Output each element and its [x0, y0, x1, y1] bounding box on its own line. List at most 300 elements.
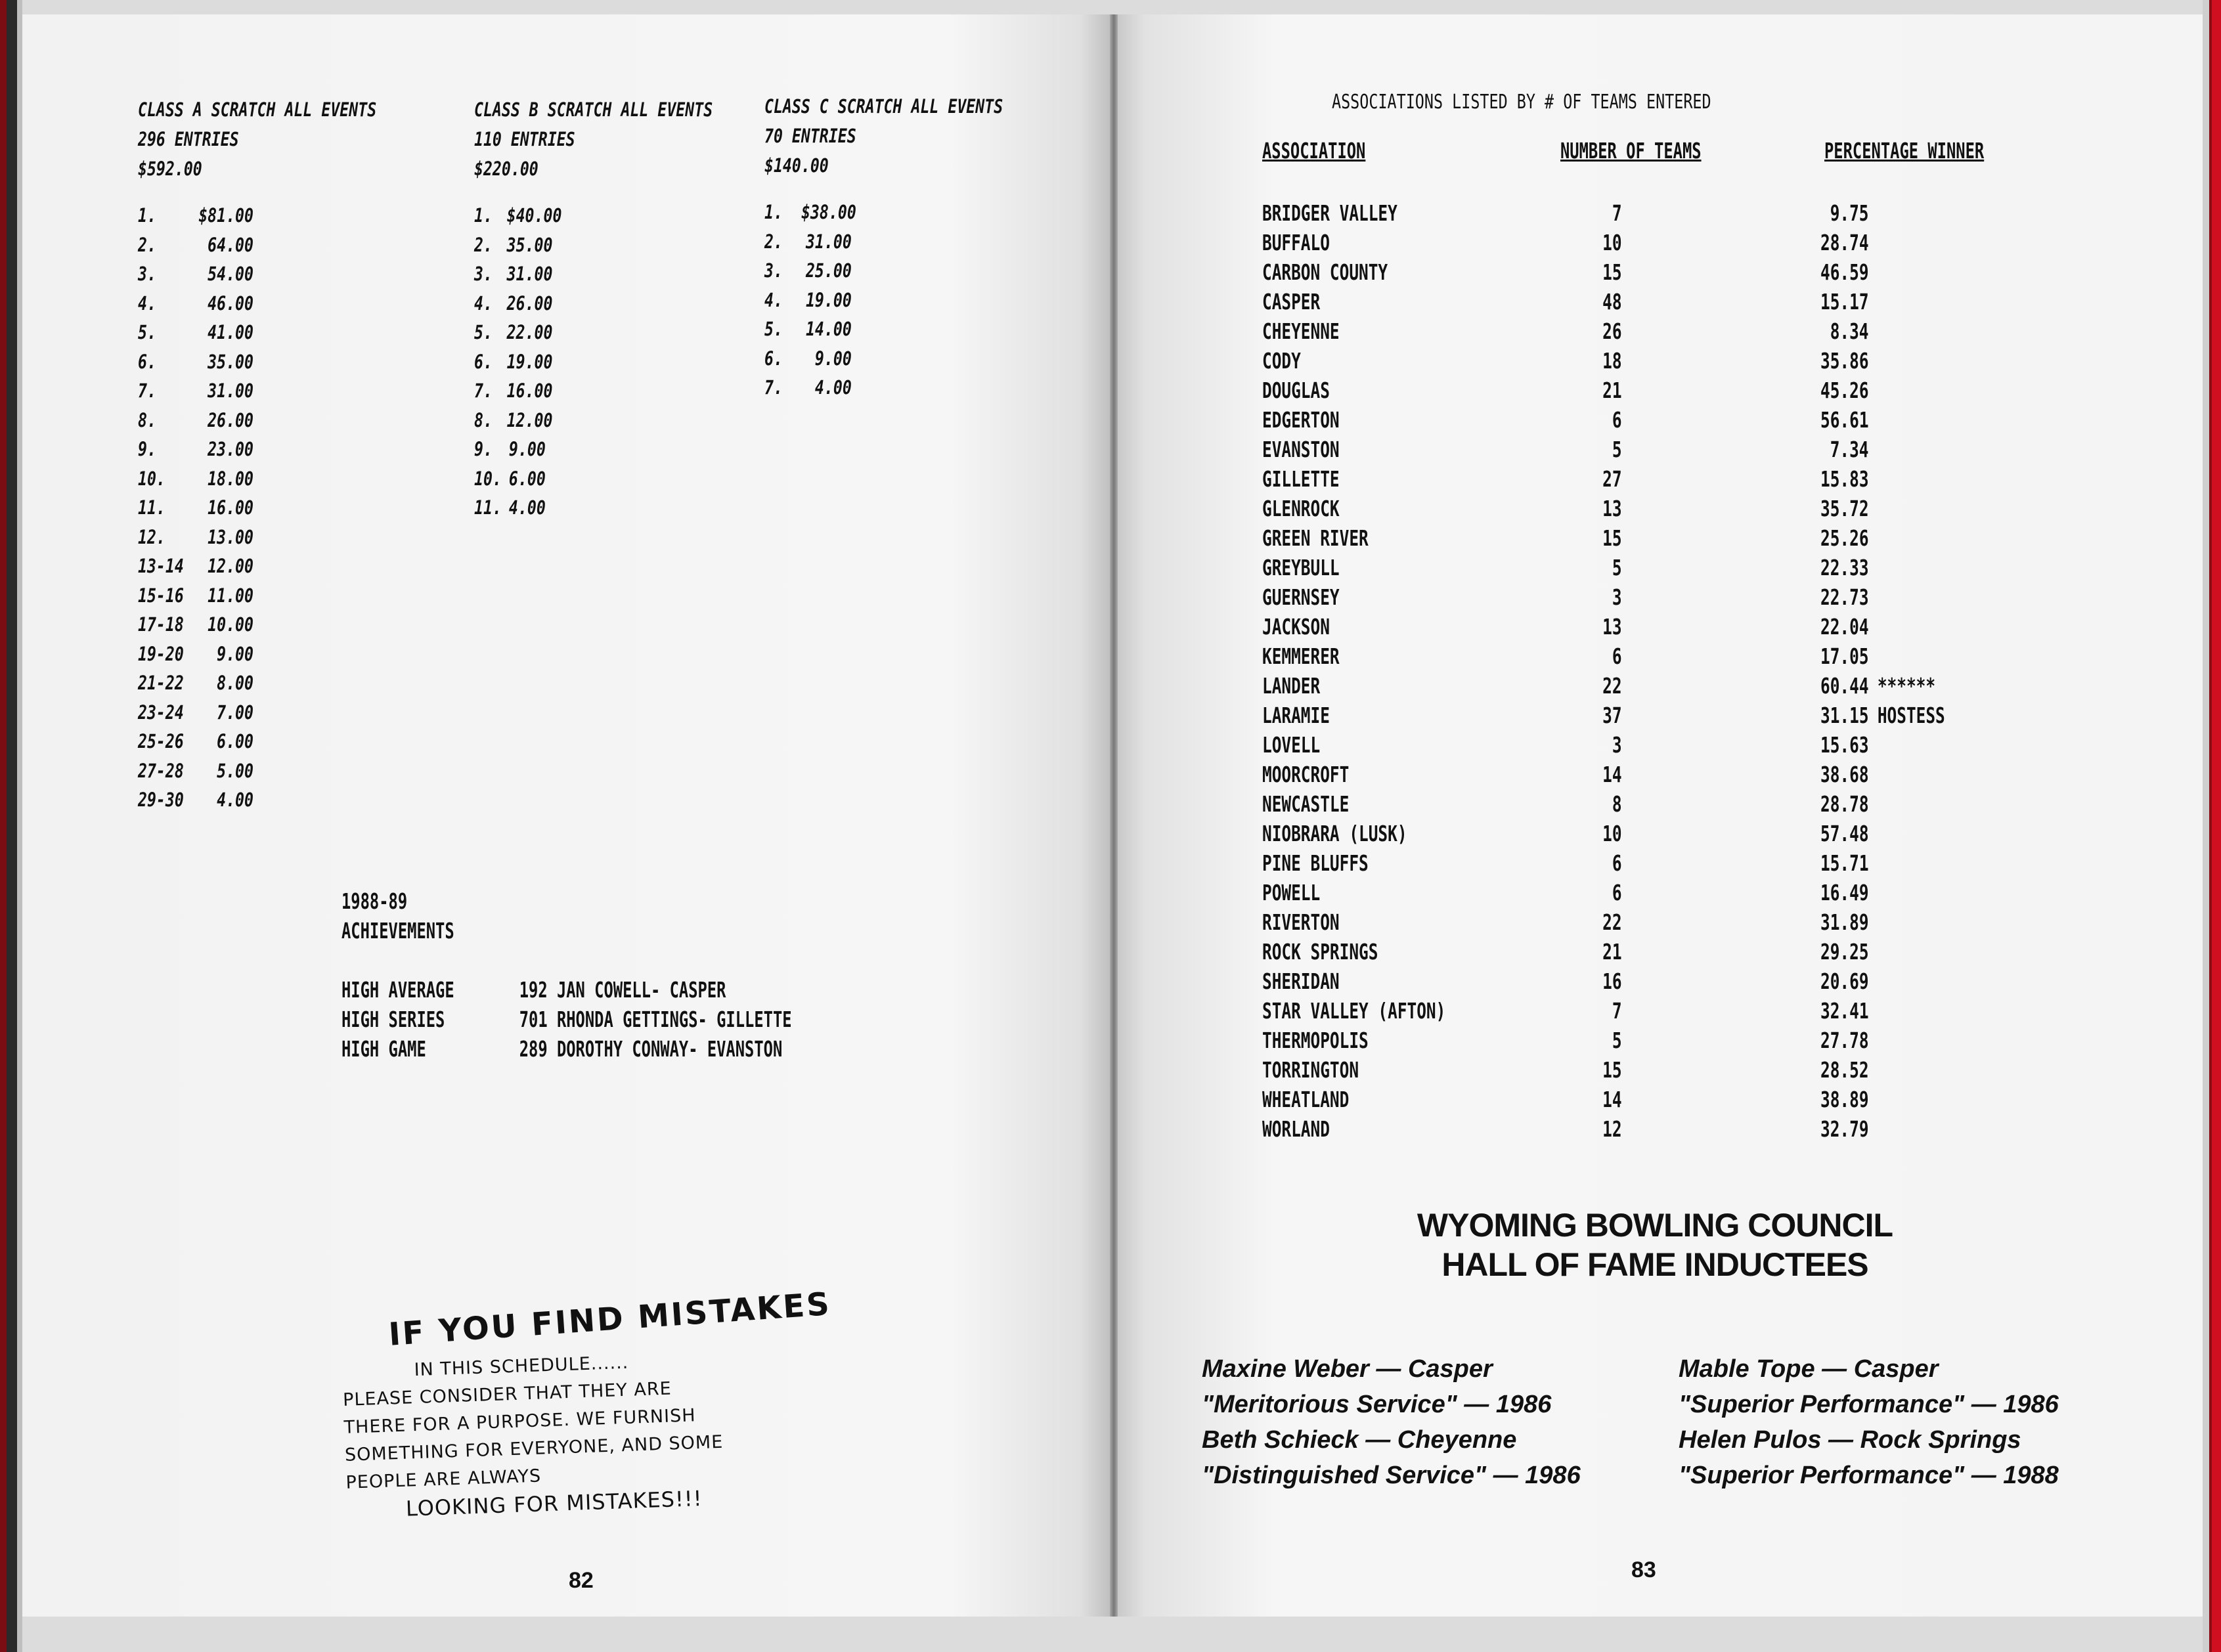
prize-amount: 18.00 — [208, 467, 253, 490]
prize-amount: 8.00 — [217, 672, 253, 694]
association-teams: 6 — [1612, 850, 1622, 876]
prize-place: 5. — [474, 321, 493, 343]
prize-amount: 35.00 — [208, 350, 253, 373]
association-name: DOUGLAS — [1262, 378, 1330, 403]
prize-place: 1. — [138, 204, 156, 227]
achievement-value: 701 RHONDA GETTINGS- GILLETTE — [519, 1007, 792, 1032]
association-row — [1262, 671, 1945, 701]
association-teams: 15 — [1602, 525, 1622, 551]
prize-row — [764, 344, 1003, 374]
achievement-label: HIGH GAME — [341, 1036, 426, 1062]
prize-row — [474, 230, 713, 260]
association-percentage: 27.78 — [1820, 1028, 1869, 1053]
association-row — [1262, 494, 1945, 523]
page-number-left: 82 — [569, 1568, 594, 1593]
prize-row — [138, 698, 376, 728]
class-c-entries: 70 ENTRIES — [764, 125, 856, 147]
prize-amount: 13.00 — [208, 525, 253, 548]
hall-of-fame-left — [1202, 1351, 1581, 1493]
association-row — [1262, 198, 1945, 228]
association-percentage: 20.69 — [1820, 968, 1869, 994]
association-name: BUFFALO — [1262, 230, 1330, 255]
association-teams: 37 — [1602, 703, 1622, 728]
association-percentage: 45.26 — [1820, 378, 1869, 403]
inductee-line: "Meritorious Service" — 1986 — [1202, 1391, 1552, 1418]
prize-place: 25-26 — [138, 730, 184, 752]
association-percentage: 22.73 — [1820, 584, 1869, 610]
prize-row — [764, 373, 1003, 402]
prize-row — [474, 289, 713, 318]
association-teams: 15 — [1602, 1057, 1622, 1083]
hall-of-fame-right — [1679, 1351, 2059, 1493]
association-percentage: 17.05 — [1820, 643, 1869, 669]
prize-row — [764, 256, 1003, 286]
association-percentage: 57.48 — [1820, 821, 1869, 846]
prize-place: 27-28 — [138, 759, 184, 782]
associations-title: ASSOCIATIONS LISTED BY # OF TEAMS ENTERED — [1332, 91, 1711, 114]
association-percentage: 35.72 — [1820, 496, 1869, 521]
prize-row — [474, 464, 713, 494]
association-row — [1262, 1114, 1945, 1144]
association-name: PINE BLUFFS — [1262, 850, 1369, 876]
class-a-entries: 296 ENTRIES — [138, 128, 239, 150]
association-teams: 10 — [1602, 230, 1622, 255]
prize-place: 11. — [474, 496, 502, 519]
class-a-title: CLASS A SCRATCH ALL EVENTS — [138, 98, 377, 121]
prize-amount: 11.00 — [208, 584, 253, 607]
note-line: IN THIS SCHEDULE...... — [414, 1352, 629, 1381]
prize-place: 13-14 — [138, 555, 184, 577]
prize-amount: 22.00 — [506, 321, 553, 343]
prize-row — [138, 406, 376, 435]
association-row — [1262, 316, 1945, 346]
association-teams: 14 — [1602, 1087, 1622, 1112]
association-teams: 12 — [1602, 1116, 1622, 1142]
prize-amount: 54.00 — [208, 263, 253, 285]
prize-place: 3. — [474, 263, 493, 285]
association-row — [1262, 907, 1945, 937]
prize-row — [138, 347, 376, 377]
prize-amount: 25.00 — [805, 259, 852, 282]
association-row — [1262, 257, 1945, 287]
association-name: KEMMERER — [1262, 643, 1340, 669]
association-teams: 3 — [1612, 584, 1622, 610]
prize-row — [764, 315, 1003, 344]
association-row — [1262, 701, 1945, 730]
prize-amount: 10.00 — [208, 613, 253, 636]
class-a-prize-list — [138, 201, 376, 815]
association-percentage: 22.04 — [1820, 614, 1869, 640]
prize-place: 10. — [474, 467, 502, 490]
prize-amount: 31.00 — [208, 380, 253, 402]
association-percentage: 56.61 — [1820, 407, 1869, 433]
prize-amount: 6.00 — [217, 730, 253, 752]
association-teams: 5 — [1612, 555, 1622, 580]
association-name: STAR VALLEY (AFTON) — [1262, 998, 1446, 1024]
association-row — [1262, 612, 1945, 641]
prize-row — [764, 286, 1003, 315]
book-cover-edge-left — [0, 0, 22, 1652]
page-number-right: 83 — [1631, 1557, 1656, 1582]
prize-row — [138, 581, 376, 611]
association-teams: 22 — [1602, 909, 1622, 935]
association-row — [1262, 523, 1945, 553]
association-percentage: 25.26 — [1820, 525, 1869, 551]
prize-place: 11. — [138, 496, 165, 519]
association-name: POWELL — [1262, 880, 1321, 905]
association-percentage: 22.33 — [1820, 555, 1869, 580]
association-percentage: 15.17 — [1820, 289, 1869, 315]
association-teams: 26 — [1602, 318, 1622, 344]
inductee-line: Maxine Weber — Casper — [1202, 1355, 1493, 1383]
association-name: EVANSTON — [1262, 437, 1340, 462]
prize-row — [138, 523, 376, 552]
achievement-label: HIGH AVERAGE — [341, 977, 454, 1003]
prize-row — [138, 289, 376, 318]
prize-row — [474, 406, 713, 435]
association-teams: 5 — [1612, 437, 1622, 462]
prize-row — [138, 668, 376, 698]
prize-place: 1. — [764, 201, 783, 223]
prize-row — [138, 552, 376, 581]
prize-amount: 19.00 — [805, 288, 852, 311]
prize-row — [138, 318, 376, 347]
achievements-year: 1988-89 — [341, 888, 408, 914]
prize-place: 7. — [764, 376, 783, 399]
association-percentage: 29.25 — [1820, 939, 1869, 965]
prize-amount: 4.00 — [508, 496, 546, 519]
prize-row — [138, 756, 376, 786]
association-teams: 3 — [1612, 732, 1622, 758]
association-name: WORLAND — [1262, 1116, 1330, 1142]
prize-row — [474, 435, 713, 464]
prize-row — [138, 259, 376, 289]
prize-amount: 35.00 — [506, 233, 553, 256]
association-row — [1262, 405, 1945, 435]
association-name: GREYBULL — [1262, 555, 1340, 580]
book-gutter — [1110, 14, 1118, 1617]
association-row — [1262, 760, 1945, 789]
association-name: GUERNSEY — [1262, 584, 1340, 610]
association-name: CARBON COUNTY — [1262, 259, 1388, 285]
association-percentage: 35.86 — [1820, 348, 1869, 374]
achievements-section — [341, 886, 792, 1064]
association-row — [1262, 878, 1945, 907]
note-line: PLEASE CONSIDER THAT THEY ARE — [342, 1378, 672, 1410]
prize-place: 2. — [764, 230, 783, 253]
prize-place: 3. — [138, 263, 156, 285]
association-name: LOVELL — [1262, 732, 1321, 758]
class-b-total: $220.00 — [474, 158, 539, 180]
association-row — [1262, 346, 1945, 376]
association-percentage: 31.15 — [1820, 703, 1869, 728]
inductee-line: "Distinguished Service" — 1986 — [1202, 1462, 1581, 1489]
association-note: ****** — [1877, 673, 1936, 699]
association-row — [1262, 1085, 1945, 1114]
prize-row — [138, 493, 376, 523]
prize-amount: $40.00 — [506, 204, 562, 227]
prize-place: 1. — [474, 204, 493, 227]
prize-amount: 31.00 — [506, 263, 553, 285]
prize-place: 15-16 — [138, 584, 184, 607]
prize-row — [764, 227, 1003, 257]
association-row — [1262, 967, 1945, 996]
prize-place: 10. — [138, 467, 165, 490]
prize-row — [764, 198, 1003, 227]
hall-of-fame-title-line2: HALL OF FAME INDUCTEES — [1441, 1246, 1868, 1283]
association-name: TORRINGTON — [1262, 1057, 1359, 1083]
prize-place: 2. — [138, 233, 156, 256]
association-percentage: 28.52 — [1820, 1057, 1869, 1083]
association-name: JACKSON — [1262, 614, 1330, 640]
prize-row — [474, 318, 713, 347]
prize-place: 29-30 — [138, 789, 184, 811]
association-row — [1262, 1055, 1945, 1085]
class-b-prize-list — [474, 201, 713, 523]
association-row — [1262, 996, 1945, 1026]
association-name: THERMOPOLIS — [1262, 1028, 1369, 1053]
association-name: ROCK SPRINGS — [1262, 939, 1378, 965]
prize-place: 6. — [764, 347, 783, 370]
prize-place: 5. — [138, 321, 156, 343]
prize-amount: $81.00 — [198, 204, 253, 227]
association-teams: 7 — [1612, 200, 1622, 226]
prize-row — [138, 201, 376, 230]
prize-row — [474, 347, 713, 377]
association-name: WHEATLAND — [1262, 1087, 1350, 1112]
prize-row — [138, 376, 376, 406]
hall-of-fame-title-line1: WYOMING BOWLING COUNCIL — [1417, 1207, 1893, 1244]
prize-row — [138, 640, 376, 669]
achievement-value: 289 DOROTHY CONWAY- EVANSTON — [519, 1036, 783, 1062]
prize-place: 7. — [474, 380, 493, 402]
class-a-section — [138, 95, 376, 815]
achievements-list — [341, 975, 792, 1064]
prize-amount: 23.00 — [208, 438, 253, 460]
association-percentage: 32.41 — [1820, 998, 1869, 1024]
association-row — [1262, 553, 1945, 582]
association-name: GLENROCK — [1262, 496, 1340, 521]
association-name: RIVERTON — [1262, 909, 1340, 935]
prize-amount: 4.00 — [814, 376, 852, 399]
prize-place: 7. — [138, 380, 156, 402]
association-name: CODY — [1262, 348, 1301, 374]
achievement-label: HIGH SERIES — [341, 1007, 445, 1032]
prize-amount: 4.00 — [217, 789, 253, 811]
note-line: PEOPLE ARE ALWAYS — [345, 1466, 542, 1493]
note-line: THERE FOR A PURPOSE. WE FURNISH — [343, 1405, 697, 1438]
association-percentage: 31.89 — [1820, 909, 1869, 935]
association-row — [1262, 287, 1945, 316]
association-row — [1262, 819, 1945, 848]
association-row — [1262, 1026, 1945, 1055]
association-teams: 6 — [1612, 880, 1622, 905]
association-teams: 48 — [1602, 289, 1622, 315]
association-row — [1262, 937, 1945, 967]
achievements-title: ACHIEVEMENTS — [341, 918, 454, 944]
association-row — [1262, 376, 1945, 405]
association-teams: 21 — [1602, 378, 1622, 403]
prize-amount: 12.00 — [208, 555, 253, 577]
prize-amount: 41.00 — [208, 321, 253, 343]
prize-place: 6. — [138, 350, 156, 373]
note-line: LOOKING FOR MISTAKES!!! — [405, 1485, 703, 1521]
association-teams: 14 — [1602, 762, 1622, 787]
association-teams: 27 — [1602, 466, 1622, 492]
prize-place: 19-20 — [138, 642, 184, 665]
association-percentage: 32.79 — [1820, 1116, 1869, 1142]
class-c-prize-list — [764, 198, 1003, 402]
association-teams: 8 — [1612, 791, 1622, 817]
class-a-total: $592.00 — [138, 158, 202, 180]
prize-row — [138, 727, 376, 756]
association-percentage: 16.49 — [1820, 880, 1869, 905]
prize-amount: 9.00 — [814, 347, 852, 370]
prize-row — [138, 435, 376, 464]
prize-place: 8. — [138, 408, 156, 431]
association-name: NEWCASTLE — [1262, 791, 1350, 817]
association-teams: 6 — [1612, 643, 1622, 669]
class-b-title: CLASS B SCRATCH ALL EVENTS — [474, 98, 713, 121]
association-percentage: 7.34 — [1830, 437, 1869, 462]
association-teams: 7 — [1612, 998, 1622, 1024]
prize-amount: 9.00 — [217, 642, 253, 665]
prize-place: 8. — [474, 408, 493, 431]
inductee-line: Beth Schieck — Cheyenne — [1202, 1426, 1517, 1454]
association-teams: 21 — [1602, 939, 1622, 965]
association-percentage: 15.63 — [1820, 732, 1869, 758]
association-row — [1262, 730, 1945, 760]
association-teams: 15 — [1602, 259, 1622, 285]
prize-place: 4. — [764, 288, 783, 311]
association-name: LARAMIE — [1262, 703, 1330, 728]
handwritten-note-body — [341, 1346, 726, 1525]
association-name: GILLETTE — [1262, 466, 1340, 492]
association-row — [1262, 641, 1945, 671]
associations-table — [1262, 198, 1945, 1144]
association-percentage: 15.83 — [1820, 466, 1869, 492]
prize-amount: 16.00 — [208, 496, 253, 519]
association-row — [1262, 435, 1945, 464]
note-heading: IF YOU FIND MISTAKES — [387, 1285, 833, 1353]
prize-row — [474, 259, 713, 289]
prize-place: 17-18 — [138, 613, 184, 636]
association-percentage: 28.78 — [1820, 791, 1869, 817]
achievement-row — [341, 1005, 792, 1034]
prize-place: 2. — [474, 233, 493, 256]
association-percentage: 28.74 — [1820, 230, 1869, 255]
prize-row — [474, 201, 713, 230]
inductee-line: Helen Pulos — Rock Springs — [1679, 1426, 2021, 1454]
prize-amount: 12.00 — [506, 408, 553, 431]
association-name: MOORCROFT — [1262, 762, 1350, 787]
association-teams: 6 — [1612, 407, 1622, 433]
prize-row — [138, 464, 376, 494]
prize-amount: 64.00 — [208, 233, 253, 256]
association-teams: 22 — [1602, 673, 1622, 699]
prize-amount: 26.00 — [208, 408, 253, 431]
association-row — [1262, 789, 1945, 819]
prize-amount: 31.00 — [805, 230, 852, 253]
achievement-row — [341, 975, 792, 1005]
association-teams: 13 — [1602, 496, 1622, 521]
class-c-section — [764, 92, 1003, 402]
prize-amount: 26.00 — [506, 292, 553, 315]
inductee-line: Mable Tope — Casper — [1679, 1355, 1939, 1383]
inductee-line: "Superior Performance" — 1988 — [1679, 1462, 2059, 1489]
association-name: EDGERTON — [1262, 407, 1340, 433]
prize-place: 9. — [138, 438, 156, 460]
prize-amount: 14.00 — [805, 318, 852, 340]
prize-amount: 16.00 — [506, 380, 553, 402]
association-name: CHEYENNE — [1262, 318, 1340, 344]
note-line: SOMETHING FOR EVERYONE, AND SOME — [344, 1431, 724, 1466]
prize-row — [474, 376, 713, 406]
association-name: SHERIDAN — [1262, 968, 1340, 994]
prize-amount: $38.00 — [801, 201, 856, 223]
association-name: NIOBRARA (LUSK) — [1262, 821, 1407, 846]
prize-amount: 9.00 — [508, 438, 546, 460]
association-name: CASPER — [1262, 289, 1321, 315]
prize-amount: 6.00 — [508, 467, 546, 490]
association-name: GREEN RIVER — [1262, 525, 1369, 551]
association-percentage: 15.71 — [1820, 850, 1869, 876]
prize-amount: 46.00 — [208, 292, 253, 315]
prize-row — [138, 230, 376, 260]
association-teams: 5 — [1612, 1028, 1622, 1053]
class-b-entries: 110 ENTRIES — [474, 128, 575, 150]
association-percentage: 9.75 — [1830, 200, 1869, 226]
prize-amount: 5.00 — [217, 759, 253, 782]
association-teams: 10 — [1602, 821, 1622, 846]
col-header-percentage: PERCENTAGE WINNER — [1824, 138, 1985, 163]
prize-place: 4. — [474, 292, 493, 315]
achievement-value: 192 JAN COWELL- CASPER — [519, 977, 726, 1003]
col-header-teams: NUMBER OF TEAMS — [1560, 138, 1702, 163]
association-row — [1262, 582, 1945, 612]
prize-place: 6. — [474, 350, 493, 373]
prize-place: 23-24 — [138, 701, 184, 724]
association-percentage: 38.89 — [1820, 1087, 1869, 1112]
association-name: BRIDGER VALLEY — [1262, 200, 1397, 226]
prize-amount: 19.00 — [506, 350, 553, 373]
association-row — [1262, 228, 1945, 257]
association-teams: 18 — [1602, 348, 1622, 374]
association-row — [1262, 848, 1945, 878]
prize-place: 12. — [138, 525, 165, 548]
association-percentage: 60.44 — [1820, 673, 1869, 699]
prize-place: 9. — [474, 438, 493, 460]
book-cover-edge-right — [2203, 0, 2221, 1652]
prize-place: 5. — [764, 318, 783, 340]
class-c-total: $140.00 — [764, 154, 829, 177]
achievement-row — [341, 1034, 792, 1064]
hall-of-fame-title — [1116, 1206, 2193, 1284]
col-header-association: ASSOCIATION — [1262, 138, 1366, 163]
association-note: HOSTESS — [1877, 703, 1945, 728]
prize-row — [474, 493, 713, 523]
association-percentage: 46.59 — [1820, 259, 1869, 285]
inductee-line: "Superior Performance" — 1986 — [1679, 1391, 2059, 1418]
prize-row — [138, 610, 376, 640]
prize-place: 3. — [764, 259, 783, 282]
association-name: LANDER — [1262, 673, 1321, 699]
association-teams: 13 — [1602, 614, 1622, 640]
association-row — [1262, 464, 1945, 494]
prize-place: 4. — [138, 292, 156, 315]
prize-row — [138, 785, 376, 815]
class-b-section — [474, 95, 713, 523]
